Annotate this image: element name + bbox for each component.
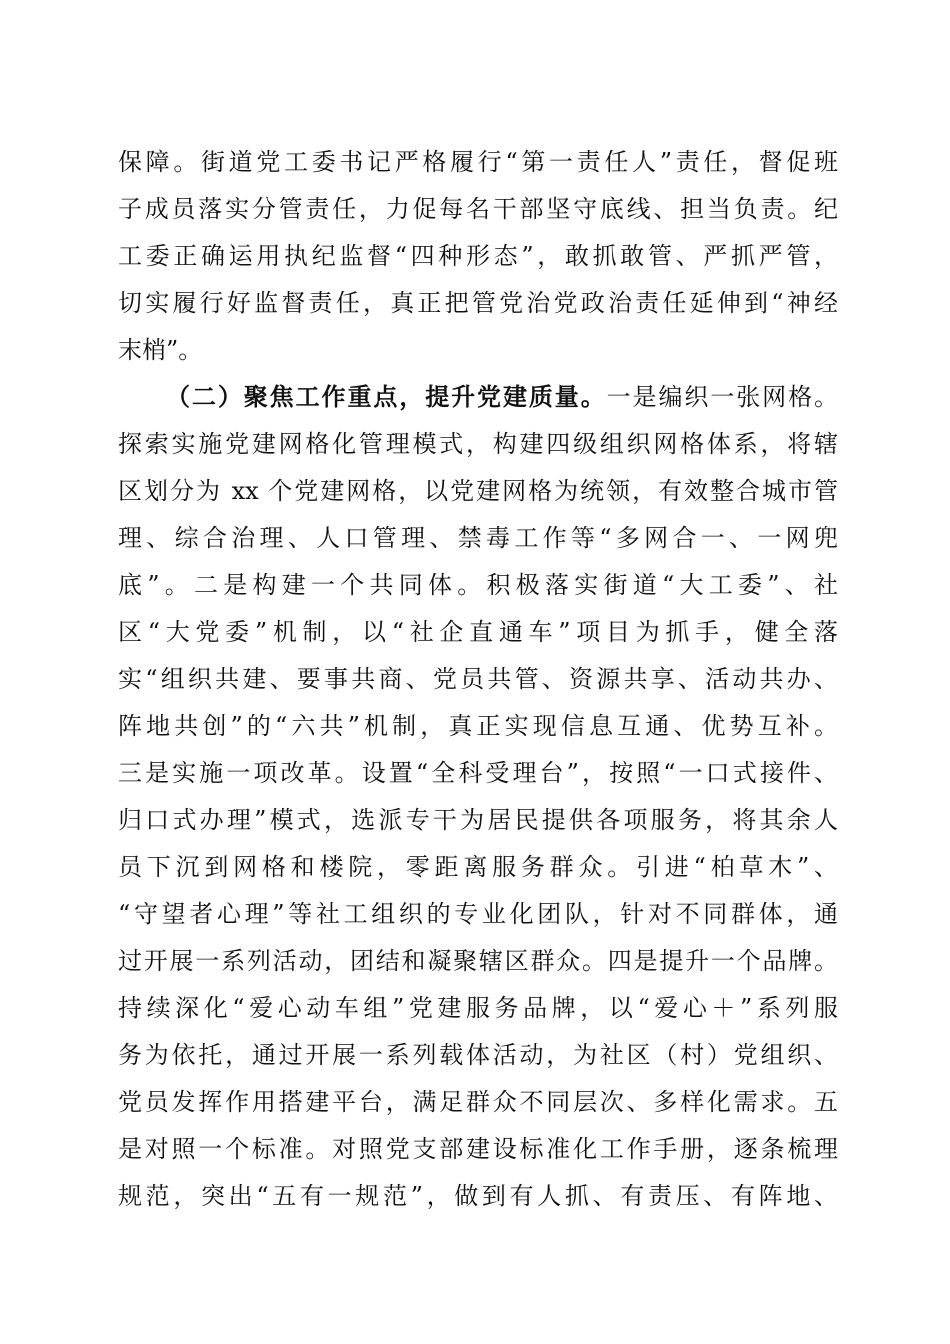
body-text-line-1: 保障。街道党工委书记严格履行“第一责任人”责任，督促班	[118, 148, 838, 176]
body-text-line-19: 持续深化“爱心动车组”党建服务品牌，以“爱心＋”系列服	[118, 994, 838, 1022]
section-first-point: 一是编织一张网格。	[606, 383, 838, 411]
body-text-line-13: 阵地共创”的“六共”机制，真正实现信息互通、优势互补。	[118, 712, 838, 740]
body-text-line-16: 员下沉到网格和楼院，零距离服务群众。引进“柏草木”、	[118, 853, 838, 881]
body-text-line-17: “守望者心理”等社工组织的专业化团队，针对不同群体，通	[118, 900, 838, 928]
body-text-line-10: 底”。二是构建一个共同体。积极落实街道“大工委”、社	[118, 571, 838, 599]
body-text-line-15: 归口式办理”模式，选派专干为居民提供各项服务，将其余人	[118, 806, 838, 834]
body-text-line-4: 切实履行好监督责任，真正把管党治党政治责任延伸到“神经	[118, 289, 838, 317]
body-text-line-2: 子成员落实分管责任，力促每名干部坚守底线、担当负责。纪	[118, 195, 838, 223]
body-text-line-20: 务为依托，通过开展一系列载体活动，为社区（村）党组织、	[118, 1041, 838, 1069]
body-text-line-5: 末梢”。	[118, 336, 203, 364]
section-heading-line	[166, 382, 838, 415]
body-text-line-11: 区“大党委”机制，以“社企直通车”项目为抓手，健全落	[118, 618, 838, 646]
body-text-line-18: 过开展一系列活动，团结和凝聚辖区群众。四是提升一个品牌。	[118, 947, 838, 975]
body-text-line-21: 党员发挥作用搭建平台，满足群众不同层次、多样化需求。五	[118, 1088, 838, 1116]
body-text-line-12: 实“组织共建、要事共商、党员共管、资源共享、活动共办、	[118, 665, 838, 693]
body-text-line-14: 三是实施一项改革。设置“全科受理台”，按照“一口式接件、	[118, 759, 838, 787]
body-text-line-8: 区划分为 xx 个党建网格，以党建网格为统领，有效整合城市管	[118, 477, 838, 505]
body-text-line-7: 探索实施党建网格化管理模式，构建四级组织网格体系，将辖	[118, 430, 838, 458]
body-text-line-23: 规范，突出“五有一规范”，做到有人抓、有责压、有阵地、	[118, 1182, 838, 1210]
section-heading: （二）聚焦工作重点，提升党建质量。	[166, 382, 607, 411]
body-text-line-9: 理、综合治理、人口管理、禁毒工作等“多网合一、一网兜	[118, 524, 838, 552]
body-text-line-22: 是对照一个标准。对照党支部建设标准化工作手册，逐条梳理	[118, 1135, 838, 1163]
body-text-line-3: 工委正确运用执纪监督“四种形态”，敢抓敢管、严抓严管，	[118, 242, 838, 270]
